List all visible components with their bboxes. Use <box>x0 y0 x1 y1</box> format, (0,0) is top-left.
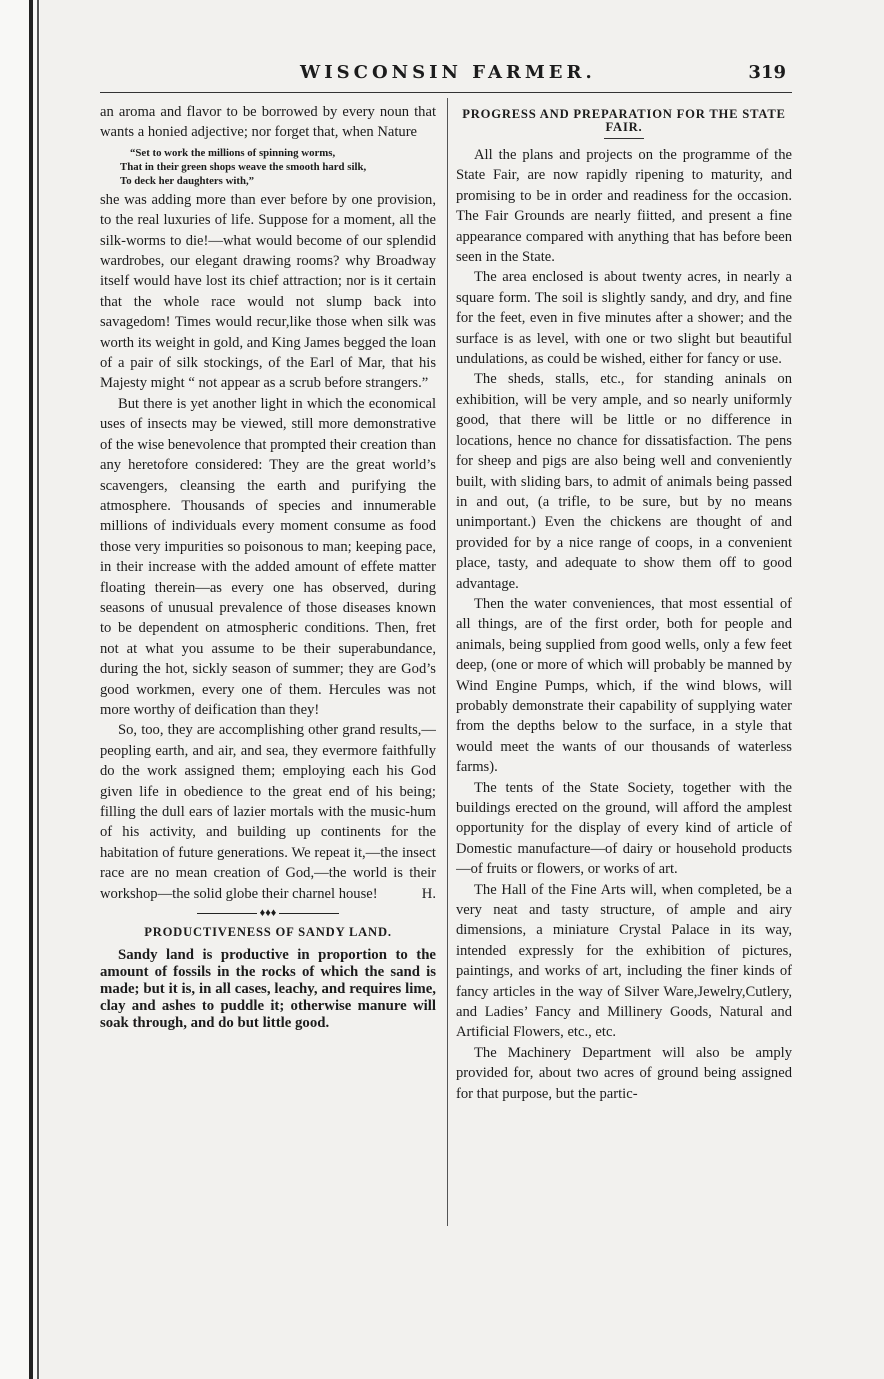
paragraph: The Hall of the Fine Arts will, when completed, be a very neat and tasty structure, of ample and airy dimensions, a miniature Crystal Palace in its way, intended expressly for the exhibition of pictures, paintings, and works of art, including the finer kinds of fancy articles in the way of Silver Ware,Jewelry,Cutlery, and Ladies’ Fancy and Millinery Goods, Natural and Artificial Flowers, etc., etc. <box>456 881 792 1041</box>
spine-inner-edge <box>37 0 39 1379</box>
separator-line <box>279 913 339 914</box>
column-divider <box>447 98 448 1226</box>
binding-spine <box>0 0 40 1379</box>
verse-quote <box>100 146 436 188</box>
running-title: WISCONSIN FARMER. <box>300 62 596 83</box>
verse-line: To deck her daughters with,” <box>120 174 255 187</box>
heading-rule <box>604 138 644 139</box>
paragraph: The tents of the State Society, together with the buildings erected on the ground, will afford the amplest opportunity for the display of every kind of article of Domestic manufacture—of dairy or household products—of fruits or flowers, or works of art. <box>456 779 792 878</box>
page-header <box>100 62 792 88</box>
spine-edge <box>29 0 33 1379</box>
paragraph-text: So, too, they are accomplishing other grand results,—peopling earth, and air, and sea, they evermore faithfully do the work assigned them; employing each his God given life in obedience to the great end of his being; filling the dull ears of lazier mortals with the music-hum of his activity, and building up continents for the habitation of future generations. We repeat it,—the insect race are no mean creation of God,—the world is their workshop—the solid globe their charnel house! <box>100 722 436 902</box>
paragraph: she was adding more than ever before by one provision, to the real luxuries of life. Suppose for a moment, all the silk-worms to die!—what would become of our splendid wardrobes, our elegant drawing rooms? why Broadway itself would have lost its chief attraction; nor is it certain that the whole race would not slump back into savagedom! Times would recur,like those when silk was worth its weight in gold, and King James begged the loan of a pair of silk stockings, of the Earl of Mar, that his Majesty might “ not appear as a scrub before strangers.” <box>100 191 436 392</box>
paragraph: Then the water conveniences, that most essential of all things, are of the first order, both for people and animals, being supplied from good wells, only a few feet deep, (one or more of which will probably be manned by Wind Engine Pumps, which, if the wind blows, will probably demonstrate their capability of supplying water from the depths below to the surface, in a style that would meet the wants of our thousands of waterless farms). <box>456 595 792 776</box>
page-number: 319 <box>748 62 786 83</box>
author-signature: H. <box>421 885 436 902</box>
paragraph <box>100 720 436 904</box>
paragraph: Sandy land is productive in proportion to the amount of fossils in the rocks of which the sand is made; but it is, in all cases, leachy, and requires lime, clay and ashes to puddle it; otherwise manure will soak through, and do but little good. <box>100 947 436 1032</box>
paragraph: The area enclosed is about twenty acres, in nearly a square form. The soil is slightly sandy, and dry, and fine for the feet, even in five minutes after a shower; and the surface is as level, with one or two slight but beautiful undulations, as could be wished, either for fancy or use. <box>456 269 792 368</box>
verse-line: “Set to work the millions of spinning worms, <box>130 146 336 159</box>
article-heading: PRODUCTIVENESS OF SANDY LAND. <box>144 925 392 940</box>
separator-ornament: ♦♦♦ <box>259 907 277 920</box>
paragraph: The Machinery Department will also be amply provided for, about two acres of ground being assigned for that purpose, but the partic- <box>456 1044 792 1102</box>
paragraph: But there is yet another light in which the economical uses of insects may be viewed, still more demonstrative of the wise benevolence that prompted their creation than any heretofore considered: They are the great world’s scavengers, cleansing the earth and purifying the atmosphere. Thousands of species and innumerable millions of individuals every moment consume as food those very impurities so poisonous to man; keeping pace, in their increase with the added amount of effete matter floating therein—as every one has observed, during seasons of unusual prevalence of those diseases known to be dependent on atmospheric conditions. Then, fret not at what you assume to be their superabundance, during the hot, sickly season of summer; they are God’s good workmen, every one of them. Hercules was not more worthy of deification than they! <box>100 395 436 718</box>
verse-line: That in their green shops weave the smooth hard silk, <box>120 160 367 173</box>
paragraph: The sheds, stalls, etc., for standing aninals on exhibition, will be very ample, and so nearly uniformly good, that there will be little or no difference in locations, hence no chance for dissatisfaction. The pens for sheep and pigs are also being well and conveniently built, with sliding bars, to admit of animals being passed in and out, (a trifle, to be sure, but by no means unimportant.) Even the chickens are thought of and provided for by a nice range of coops, in a convenient place, tasty, and adequate to show them off to good advantage. <box>456 371 792 592</box>
right-column <box>456 102 792 1232</box>
separator-line <box>197 913 257 914</box>
header-rule <box>100 92 792 93</box>
left-column <box>100 102 436 1232</box>
section-separator <box>100 906 436 920</box>
paragraph: an aroma and flavor to be borrowed by every noun that wants a honied adjective; nor forget that, when Nature <box>100 104 436 141</box>
article-heading: PROGRESS AND PREPARATION FOR THE STATE FAIR. <box>462 107 786 134</box>
paragraph: All the plans and projects on the programme of the State Fair, are now rapidly ripening to maturity, and promising to be in order and readiness for the occasion. The Fair Grounds are nearly fiitted, and present a fine appearance compared with anything that has before been seen in the State. <box>456 147 792 266</box>
